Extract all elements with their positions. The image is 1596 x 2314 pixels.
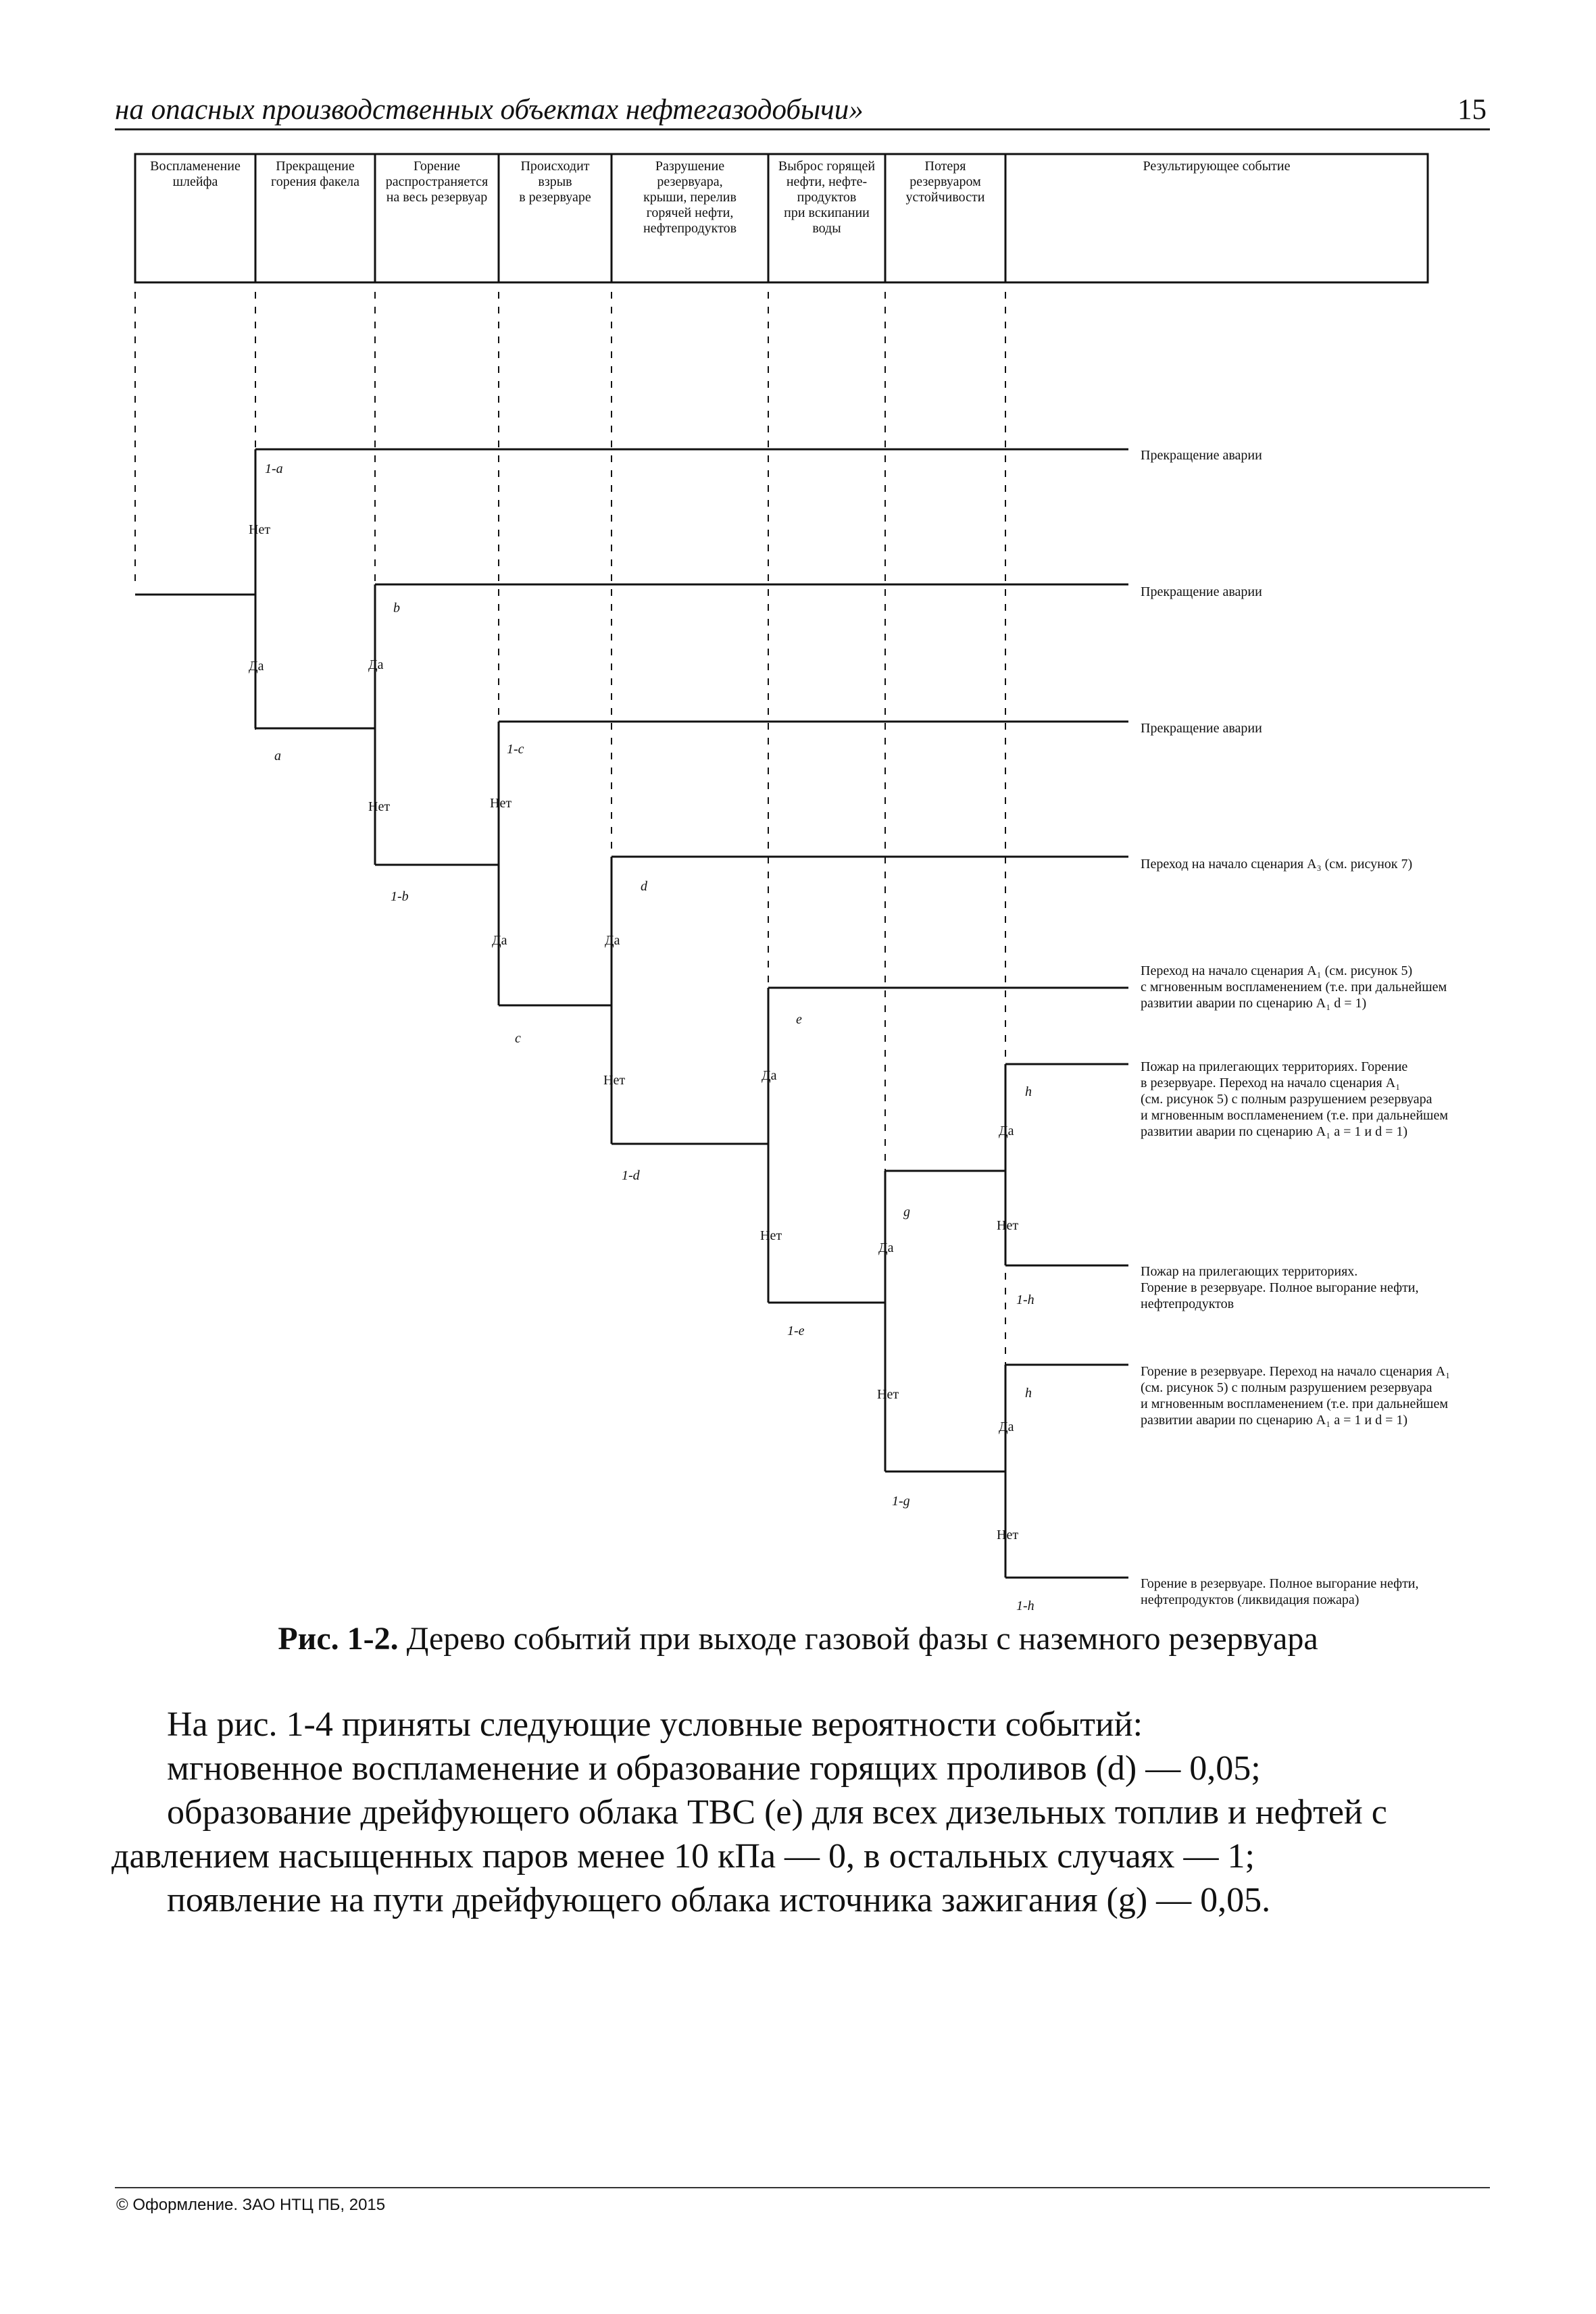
branch-label: h <box>1025 1084 1032 1099</box>
branch-label: Нет <box>997 1528 1019 1542</box>
table-column-header: Результирующее событие <box>1143 159 1291 174</box>
event-tree-branches <box>135 449 1128 1578</box>
outcome-label: и мгновенным воспламенением (т.е. при дальнейшем <box>1141 1108 1448 1123</box>
body-line: образование дрейфующего облака ТВС (e) для всех дизельных топлив и нефтей с <box>167 1793 1387 1832</box>
table-column-header: устойчивости <box>905 190 985 205</box>
branch-label: Да <box>368 657 384 672</box>
outcome-label: Прекращение аварии <box>1141 448 1262 463</box>
table-column-header: Прекращение <box>276 159 355 174</box>
outcome-label: развитии аварии по сценарию А₁ d = 1) <box>1141 996 1367 1011</box>
outcome-label: развитии аварии по сценарию А₁ a = 1 и d = 1) <box>1141 1124 1408 1139</box>
branch-label: 1-h <box>1016 1292 1034 1307</box>
running-header-title: на опасных производственных объектах нефтегазодобычи» <box>115 94 864 126</box>
body-paragraph <box>111 1703 1497 1922</box>
table-column-header: продуктов <box>797 190 857 205</box>
branch-label: Нет <box>997 1218 1019 1233</box>
branch-label: Да <box>878 1240 894 1255</box>
table-column-header: Потеря <box>924 159 966 174</box>
table-column-header: распространяется <box>385 174 489 189</box>
branch-label: 1-b <box>391 889 409 904</box>
table-column-header: резервуаром <box>909 174 981 189</box>
outcome-label: (см. рисунок 5) с полным разрушением резервуара <box>1141 1380 1432 1395</box>
branch-label: g <box>903 1205 910 1219</box>
table-column-header: Горение <box>414 159 460 174</box>
outcome-label: нефтепродуктов (ликвидация пожара) <box>1141 1592 1360 1607</box>
table-column-header: шлейфа <box>172 174 218 189</box>
footer-copyright: © Оформление. ЗАО НТЦ ПБ, 2015 <box>116 2196 386 2214</box>
outcome-label: Горение в резервуаре. Полное выгорание нефти, <box>1141 1576 1419 1591</box>
outcome-label: Горение в резервуаре. Переход на начало сценария А₁ <box>1141 1364 1451 1379</box>
outcome-label: и мгновенным воспламенением (т.е. при дальнейшем <box>1141 1397 1448 1411</box>
branch-label: e <box>796 1012 802 1027</box>
footer-rule <box>115 2187 1490 2188</box>
branch-label: Нет <box>249 522 271 537</box>
figure-caption-text: Дерево событий при выходе газовой фазы с наземного резервуара <box>398 1621 1318 1657</box>
branch-label: b <box>393 601 400 615</box>
table-column-header: нефтепродуктов <box>643 221 737 236</box>
outcome-label: развитии аварии по сценарию А₁ a = 1 и d = 1) <box>1141 1413 1408 1428</box>
outcome-label: в резервуаре. Переход на начало сценария А₁ <box>1141 1076 1401 1090</box>
branch-label: c <box>515 1031 521 1046</box>
table-column-header: резервуара, <box>657 174 723 189</box>
outcome-labels <box>1141 448 1450 1607</box>
outcome-label: Прекращение аварии <box>1141 584 1262 599</box>
outcome-label: нефтепродуктов <box>1141 1297 1235 1311</box>
event-table-header <box>135 154 1428 282</box>
outcome-label: Переход на начало сценария А₁ (см. рисунок 5) <box>1141 963 1413 978</box>
branch-label: Нет <box>490 796 512 811</box>
table-column-header: на весь резервуар <box>386 190 488 205</box>
branch-label: Да <box>492 933 507 948</box>
figure-caption <box>0 1620 1596 1657</box>
branch-label: Нет <box>603 1073 626 1088</box>
outcome-label: Переход на начало сценария А₃ (см. рисунок 7) <box>1141 857 1413 872</box>
branch-label: d <box>641 879 647 894</box>
branch-label: Нет <box>760 1228 782 1243</box>
table-column-header: воды <box>812 221 841 236</box>
outcome-label: с мгновенным воспламенением (т.е. при дальнейшем <box>1141 980 1447 995</box>
branch-label: 1-c <box>507 742 524 757</box>
body-line: появление на пути дрейфующего облака источника зажигания (g) — 0,05. <box>167 1881 1271 1919</box>
outcome-label: Прекращение аварии <box>1141 721 1262 736</box>
outcome-label: Пожар на прилегающих территориях. <box>1141 1264 1358 1279</box>
figure-caption-label: Рис. 1-2. <box>278 1621 399 1657</box>
branch-label: a <box>274 749 281 763</box>
body-line: На рис. 1-4 приняты следующие условные вероятности событий: <box>167 1705 1143 1744</box>
table-column-header: взрыв <box>538 174 572 189</box>
outcome-label: (см. рисунок 5) с полным разрушением резервуара <box>1141 1092 1432 1107</box>
branch-label: 1-h <box>1016 1599 1034 1613</box>
branch-label: 1-d <box>622 1168 640 1183</box>
table-column-header: горения факела <box>271 174 359 189</box>
branch-label: 1-e <box>787 1324 805 1338</box>
table-column-header: горячей нефти, <box>646 205 734 220</box>
outcome-label: Горение в резервуаре. Полное выгорание нефти, <box>1141 1280 1419 1295</box>
branch-label: h <box>1025 1386 1032 1401</box>
table-column-header: при вскипании <box>784 205 870 220</box>
table-column-header: Выброс горящей <box>778 159 876 174</box>
body-line: давлением насыщенных паров менее 10 кПа — 0, в остальных случаях — 1; <box>111 1837 1255 1876</box>
branch-label: Да <box>999 1124 1014 1138</box>
page-number: 15 <box>1457 94 1487 126</box>
branch-label: Да <box>249 659 264 674</box>
table-column-header: Воспламенение <box>150 159 241 174</box>
body-line: мгновенное воспламенение и образование горящих проливов (d) — 0,05; <box>167 1749 1261 1788</box>
table-column-header: в резервуаре <box>519 190 591 205</box>
branch-label: Да <box>762 1068 777 1083</box>
branch-label: Да <box>605 933 620 948</box>
branch-label: Нет <box>877 1387 899 1402</box>
table-column-header: крыши, перелив <box>643 190 737 205</box>
branch-label: Да <box>999 1419 1014 1434</box>
outcome-label: Пожар на прилегающих территориях. Горение <box>1141 1059 1408 1074</box>
table-column-header: Происходит <box>520 159 590 174</box>
table-column-header: нефти, нефте- <box>786 174 868 189</box>
table-column-header: Разрушение <box>655 159 725 174</box>
branch-label: Нет <box>368 799 391 814</box>
branch-labels <box>249 461 1034 1613</box>
branch-label: 1-a <box>265 461 283 476</box>
branch-label: 1-g <box>892 1494 910 1509</box>
